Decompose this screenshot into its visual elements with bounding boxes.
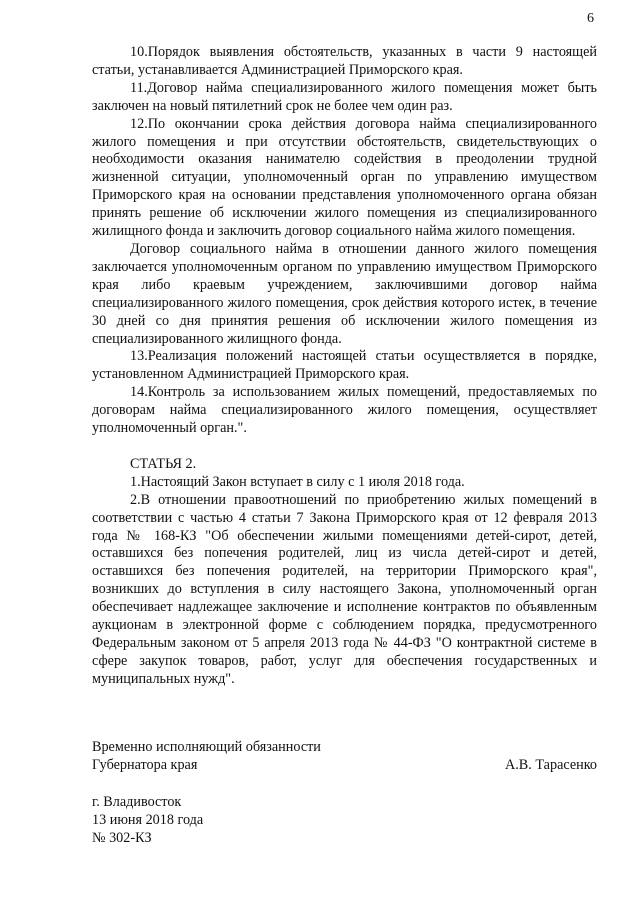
page-number: 6 (587, 11, 594, 26)
signature-title-line2: Губернатора края (92, 757, 198, 773)
law-number: № 302-КЗ (92, 830, 152, 846)
article-heading: СТАТЬЯ 2. (130, 455, 197, 472)
paragraph-14: 14.Контроль за использованием жилых помещений, предоставляемых по договорам найма специализированного жилого помещения, осуществляет уполномоченный орган.". (92, 384, 597, 437)
paragraph-social-rent: Договор социального найма в отношении данного жилого помещения заключается уполномоченным органом по управлению имуществом Приморского края либо краевым учреждением, заключившими договор найма специализированного жилого помещения, срок действия которого истек, в течение 30 дней со дня принятия решения об исключении жилого помещения из специализированного жилищного фонда. (92, 240, 597, 347)
city: г. Владивосток (92, 794, 182, 810)
signature-row (92, 756, 597, 774)
article-paragraph-2: 2.В отношении правоотношений по приобретению жилых помещений в соответствии с частью 4 статьи 7 Закона Приморского края от 12 февраля 2013 года № 168-КЗ "Об обеспечении жилыми помещениями детей-сирот, детей, оставшихся без попечения родителей, лиц из числа детей-сирот и детей, оставшихся без попечения родителей, на территории Приморского края", возникших до вступления в силу настоящего Закона, уполномоченный орган обеспечивает надлежащее заключение и исполнение контрактов по объявленным аукционам в электронной форме с соблюдением порядка, предусмотренного Федеральным законом от 5 апреля 2013 года № 44-ФЗ "О контрактной системе в сфере закупок товаров, работ, услуг для обеспечения государственных и муниципальных нужд". (92, 491, 597, 687)
article-paragraph-1: 1.Настоящий Закон вступает в силу с 1 июля 2018 года. (130, 473, 465, 490)
place-date-block (92, 793, 203, 847)
paragraph-13: 13.Реализация положений настоящей статьи осуществляется в порядке, установленном Администрацией Приморского края. (92, 348, 597, 383)
paragraph-12: 12.По окончании срока действия договора найма специализированного жилого помещения и при отсутствии обстоятельств, свидетельствующих о необходимости оказания нанимателю содействия в преодолении трудной жизненной ситуации, уполномоченный орган по управлению имуществом Приморского края на основании представления уполномоченного органа обязан принять решение об исключении жилого помещения из специализированного жилищного фонда и заключить договор социального найма жилого помещения. (92, 115, 597, 240)
document-body (92, 44, 597, 689)
paragraph-11: 11.Договор найма специализированного жилого помещения может быть заключен на новый пятилетний срок не более чем один раз. (92, 79, 597, 114)
law-date: 13 июня 2018 года (92, 812, 204, 828)
paragraph-10: 10.Порядок выявления обстоятельств, указанных в части 9 настоящей статьи, устанавливается Администрацией Приморского края. (92, 44, 597, 78)
signatory-name: А.В. Тарасенко (505, 757, 597, 773)
signature-block (92, 738, 597, 774)
signature-title-line1: Временно исполняющий обязанности (92, 739, 321, 755)
